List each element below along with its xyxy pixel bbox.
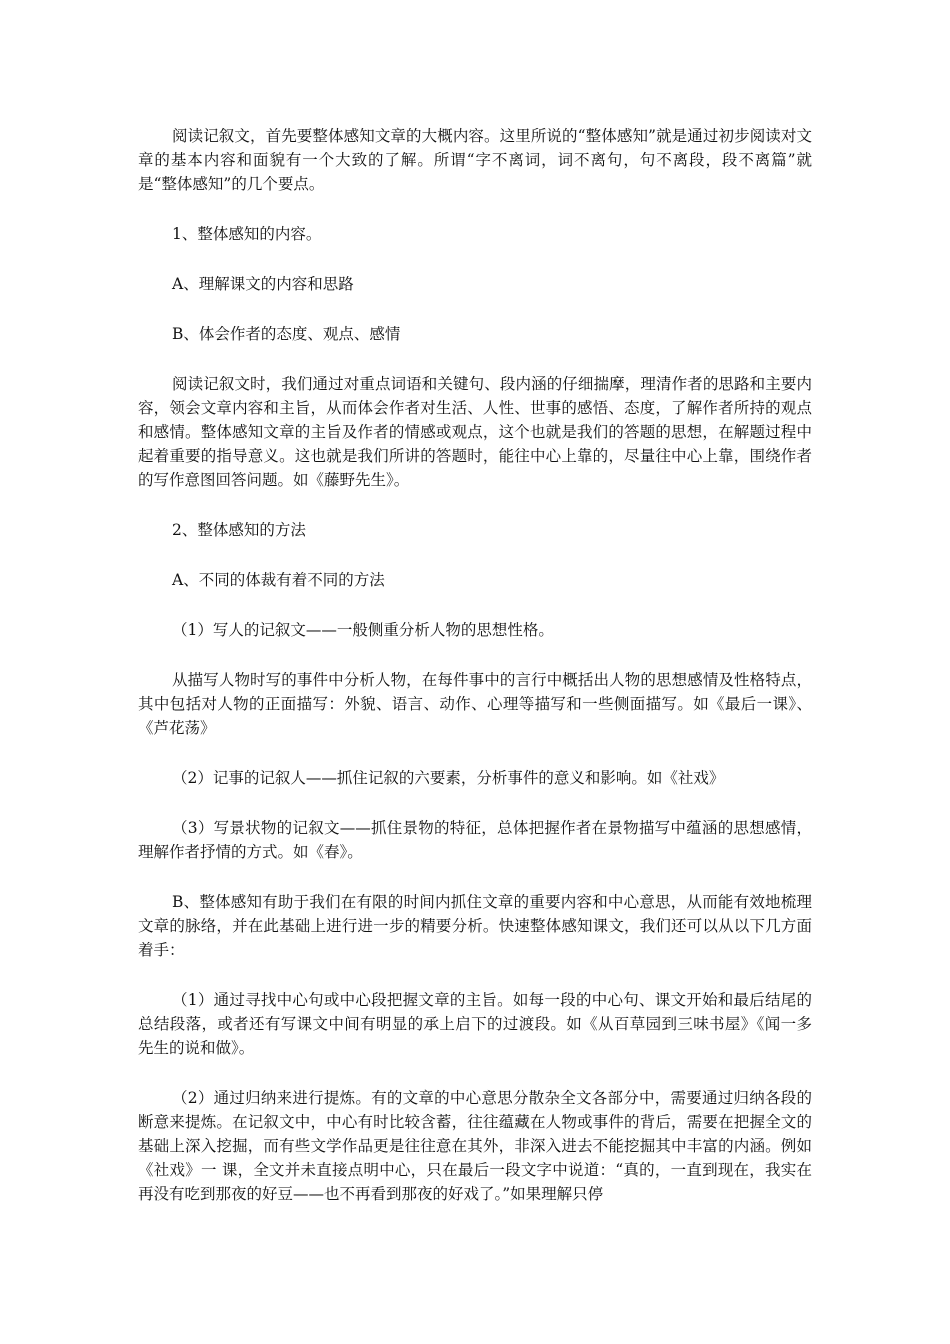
list-item-2: （2）通过归纳来进行提炼。有的文章的中心意思分散杂全文各部分中，需要通过归纳各段的断意来提炼。在记叙文中，中心有时比较含蓄，往往蕴藏在人物或事件的背后，需要在把握全文的基础上深入挖掘，而有些文学作品更是往往意在其外，非深入进去不能挖掘其中丰富的内涵。例如《社戏》一 课，全文并未直接点明中心，只在最后一段文字中说道：“真的，一直到现在，我实在再没有吃到那夜的好豆——也不再看到那夜的好戏了。”如果理解只停 xyxy=(138,1089,812,1203)
list-item-a: A、理解课文的内容和思路 xyxy=(172,275,354,293)
list-item-3: （3）写景状物的记叙文——抓住景物的特征，总体把握作者在景物描写中蕴涵的思想感情，理解作者抒情的方式。如《春》。 xyxy=(138,819,812,861)
body-paragraph: 从描写人物时写的事件中分析人物，在每件事中的言行中概括出人物的思想感情及性格特点，其中包括对人物的正面描写：外貌、语言、动作、心理等描写和一些侧面描写。如《最后一课》、《芦花荡》 xyxy=(138,671,812,737)
list-item-1: （1）通过寻找中心句或中心段把握文章的主旨。如每一段的中心句、课文开始和最后结尾的总结段落，或者还有写课文中间有明显的承上启下的过渡段。如《从百草园到三味书屋》《闻一多先生的说和做》。 xyxy=(138,991,812,1057)
section-heading-2: 2、整体感知的方法 xyxy=(172,521,306,539)
section-heading-1: 1、整体感知的内容。 xyxy=(172,225,322,243)
list-item-a: A、不同的体裁有着不同的方法 xyxy=(172,571,385,589)
list-item-b: B、体会作者的态度、观点、感情 xyxy=(172,325,401,343)
body-paragraph: B、整体感知有助于我们在有限的时间内抓住文章的重要内容和中心意思，从而能有效地梳理文章的脉络，并在此基础上进行进一步的精要分析。快速整体感知课文，我们还可以从以下几方面着手： xyxy=(138,893,812,959)
list-item-1: （1）写人的记叙文——一般侧重分析人物的思想性格。 xyxy=(172,621,554,639)
body-paragraph: 阅读记叙文时，我们通过对重点词语和关键句、段内涵的仔细揣摩，理清作者的思路和主要内容，领会文章内容和主旨，从而体会作者对生活、人性、世事的感悟、态度，了解作者所持的观点和感情。整体感知文章的主旨及作者的情感或观点，这个也就是我们的答题的思想，在解题过程中起着重要的指导意义。这也就是我们所讲的答题时，能往中心上靠的，尽量往中心上靠，围绕作者的写作意图回答问题。如《藤野先生》。 xyxy=(138,375,812,489)
intro-paragraph: 阅读记叙文，首先要整体感知文章的大概内容。这里所说的“整体感知”就是通过初步阅读对文章的基本内容和面貌有一个大致的了解。所谓“字不离词，词不离句，句不离段，段不离篇”就是“整体感知”的几个要点。 xyxy=(138,127,812,193)
list-item-2: （2）记事的记叙人——抓住记叙的六要素，分析事件的意义和影响。如《社戏》 xyxy=(172,769,725,787)
